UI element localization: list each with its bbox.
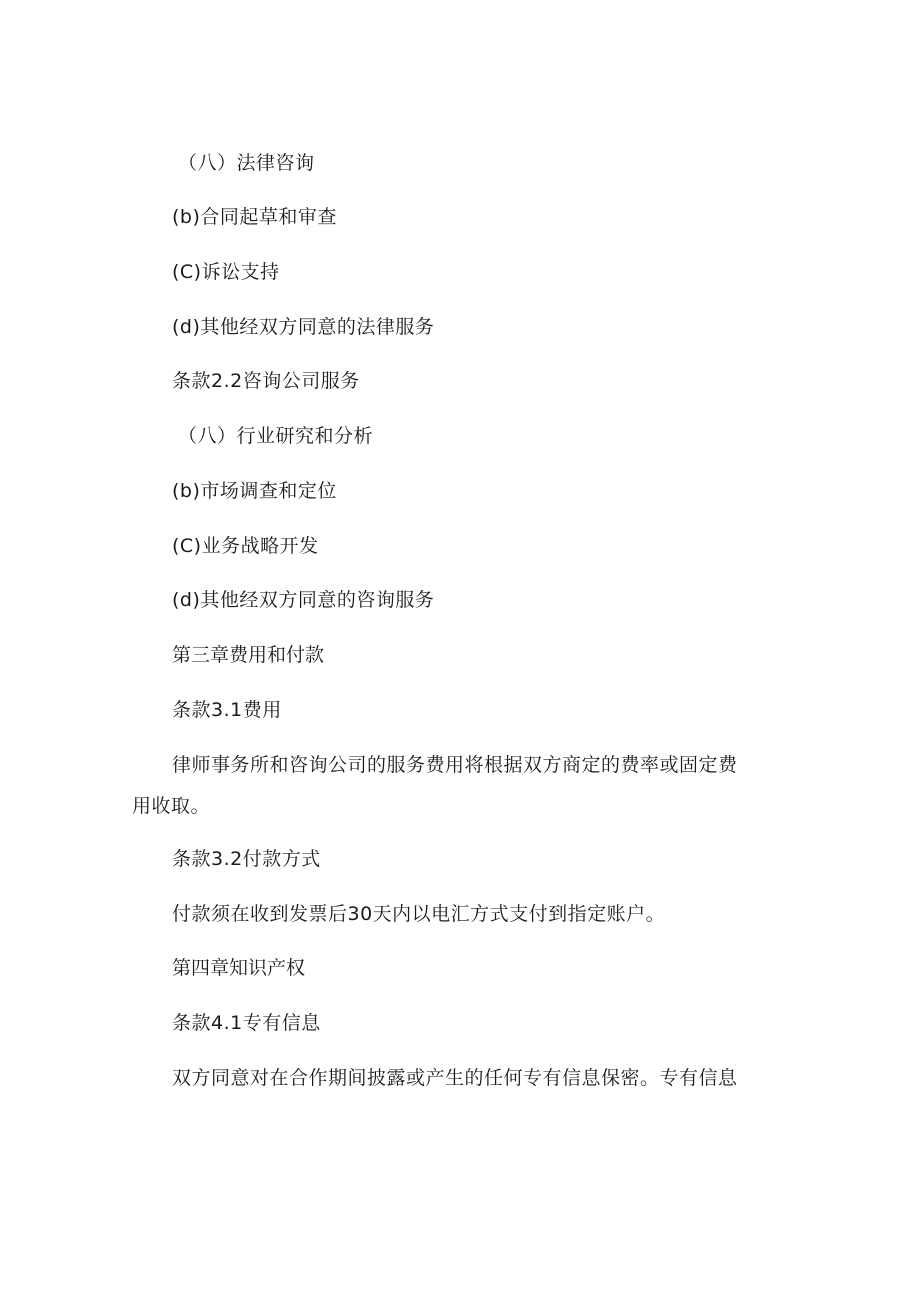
list-item-market-research: (b)市场调查和定位 xyxy=(172,480,337,502)
chapter-heading-3: 第三章费用和付款 xyxy=(172,644,325,666)
clause-heading-4-1: 条款4.1专有信息 xyxy=(172,1012,321,1034)
list-item-other-consulting-services: (d)其他经双方同意的咨询服务 xyxy=(172,589,435,611)
paragraph-proprietary-info: 双方同意对在合作期间披露或产生的任何专有信息保密。专有信息 xyxy=(172,1067,738,1089)
chapter-heading-4: 第四章知识产权 xyxy=(172,957,306,979)
clause-heading-2-2: 条款2.2咨询公司服务 xyxy=(172,370,360,392)
clause-heading-3-1: 条款3.1费用 xyxy=(172,699,282,721)
paragraph-fees-line-1: 律师事务所和咨询公司的服务费用将根据双方商定的费率或固定费 xyxy=(172,754,738,776)
list-item-litigation-support: (C)诉讼支持 xyxy=(172,261,280,283)
list-item-legal-consulting: （八）法律咨询 xyxy=(178,152,315,174)
list-item-industry-research: （八）行业研究和分析 xyxy=(178,425,374,447)
list-item-other-legal-services: (d)其他经双方同意的法律服务 xyxy=(172,316,435,338)
list-item-strategy-development: (C)业务战略开发 xyxy=(172,535,319,557)
paragraph-payment: 付款须在收到发票后30天内以电汇方式支付到指定账户。 xyxy=(172,903,666,925)
paragraph-fees-line-2: 用收取。 xyxy=(132,795,211,817)
list-item-contract-drafting: (b)合同起草和审查 xyxy=(172,206,337,228)
clause-heading-3-2: 条款3.2付款方式 xyxy=(172,848,321,870)
